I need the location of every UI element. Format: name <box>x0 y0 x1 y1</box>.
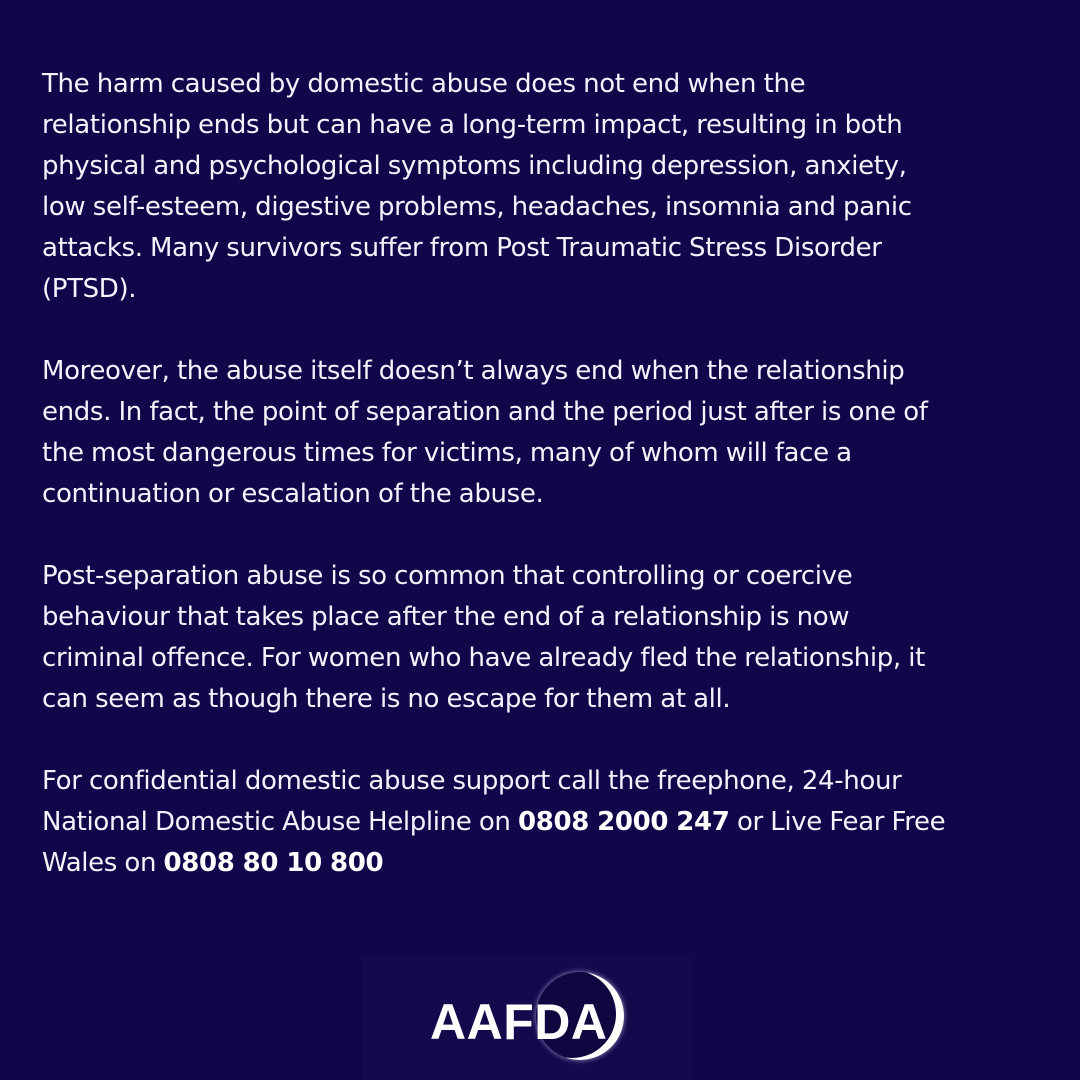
text-line: For confidential domestic abuse support call the freephone, 24-hour <box>42 766 902 796</box>
text-line: low self-esteem, digestive problems, headaches, insomnia and panic <box>42 192 912 222</box>
text-line: Post-separation abuse is so common that controlling or coercive <box>42 561 853 591</box>
paragraph-separation-danger <box>42 351 1042 515</box>
paragraph-long-term-impact <box>42 64 1042 310</box>
text-line: ends. In fact, the point of separation and the period just after is one of <box>42 397 928 427</box>
paragraph-helpline <box>42 761 1042 884</box>
main-content <box>42 64 1042 925</box>
text-line: The harm caused by domestic abuse does not end when the <box>42 69 806 99</box>
helpline-text: Wales on <box>42 848 164 878</box>
national-helpline-number: 0808 2000 247 <box>517 807 730 837</box>
text-line: Moreover, the abuse itself doesn’t always end when the relationship <box>42 356 905 386</box>
text-line: attacks. Many survivors suffer from Post Traumatic Stress Disorder <box>42 233 882 263</box>
wales-helpline-number: 0808 80 10 800 <box>163 848 384 878</box>
text-line <box>42 802 1042 843</box>
text-line: criminal offence. For women who have already fled the relationship, it <box>42 643 925 673</box>
text-line: the most dangerous times for victims, many of whom will face a <box>42 438 852 468</box>
helpline-text: or Live Fear Free <box>729 807 946 837</box>
text-line: physical and psychological symptoms including depression, anxiety, <box>42 151 907 181</box>
text-line: can seem as though there is no escape for them at all. <box>42 684 731 714</box>
text-line: continuation or escalation of the abuse. <box>42 479 544 509</box>
text-line: (PTSD). <box>42 274 137 304</box>
text-line: behaviour that takes place after the end of a relationship is now <box>42 602 850 632</box>
aafda-logo <box>362 956 692 1080</box>
text-line <box>42 843 1042 884</box>
logo-wordmark: AAFDA <box>430 994 608 1050</box>
paragraph-post-separation-abuse <box>42 556 1042 720</box>
helpline-text: National Domestic Abuse Helpline on <box>42 807 518 837</box>
text-line: relationship ends but can have a long-term impact, resulting in both <box>42 110 903 140</box>
